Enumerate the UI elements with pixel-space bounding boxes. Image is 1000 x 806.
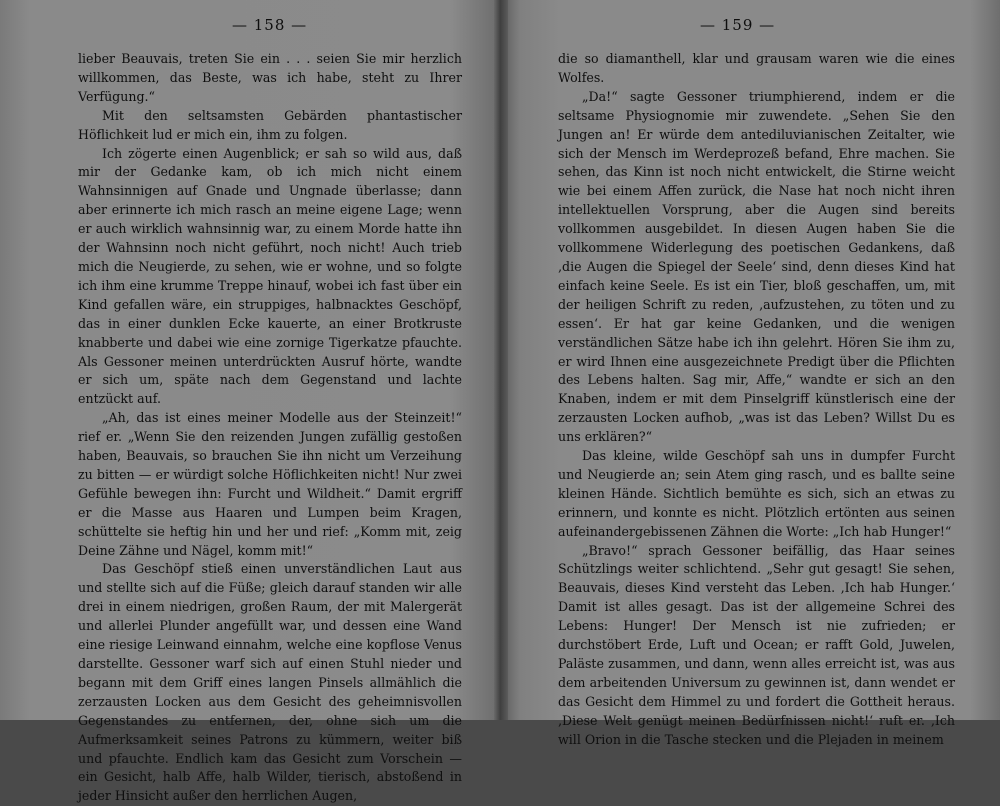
paragraph: „Ah, das ist eines meiner Modelle aus der Steinzeit!“ rief er. „Wenn Sie den reizenden Jungen zufällig gestoßen haben, Beauvais, so brauchen Sie ihn nicht um Verzeihung zu bitten — er würdigt solche Höflichkeiten nicht! Nur zwei Gefühle bewegen ihn: Furcht und Wildheit.“ Damit ergriff er die Masse aus Haaren und Lumpen beim Kragen, schüttelte sie heftig hin und her und rief: „Komm mit, zeig Deine Zähne und Nägel, komm mit!“ bbox=[78, 410, 462, 558]
paragraph: Das kleine, wilde Geschöpf sah uns in dumpfer Furcht und Neugierde an; sein Atem ging rasch, und es ballte seine kleinen Hände. Sichtlich bemühte es sich, sich an etwas zu erinnern, und konnte es nicht. Plötzlich ertönten aus seinen aufeinandergebissenen Zähnen die Worte: „Ich hab Hunger!“ bbox=[558, 448, 955, 539]
page-number-right: — 159 — bbox=[700, 16, 776, 34]
paragraph: „Da!“ sagte Gessoner triumphierend, indem er die seltsame Physiognomie mir zuwendete. „Sehen Sie den Jungen an! Er würde dem antediluvianischen Zeitalter, wie sich der Mensch im Werdeprozeß befand, Ehre machen. Sie sehen, das Kinn ist noch nicht entwickelt, die Stirne weicht wie bei einem Affen zurück, die Nase hat noch nicht ihren intellektuellen Vorsprung, aber die Augen sind bereits vollkommen ausgebildet. In diesen Augen haben Sie die vollkommene Widerlegung des poetischen Gedankens, daß ‚die Augen die Spiegel der Seele‘ sind, denn dieses Kind hat einfach keine Seele. Es ist ein Tier, bloß geschaffen, um, mit der heiligen Schrift zu reden, ‚aufzustehen, zu töten und zu essen‘. Er hat gar keine Gedanken, und die wenigen verständlichen Sätze habe ich ihn gelehrt. Hören Sie ihm zu, er wird Ihnen eine ausgezeichnete Predigt über die Pflichten des Lebens halten. Sag mir, Affe,“ wandte er sich an den Knaben, indem er mit dem Pinselgriff künstlerisch eine der zerzausten Locken aufhob, „was ist das Leben? Willst Du es uns erklären?“ bbox=[558, 88, 955, 445]
book-gutter bbox=[494, 0, 508, 720]
left-page bbox=[0, 0, 500, 804]
left-page-text bbox=[78, 50, 462, 806]
paragraph: Ich zögerte einen Augenblick; er sah so wild aus, daß mir der Gedanke kam, ob ich mich nicht einem Wahnsinnigen auf Gnade und Ungnade überlasse; dann aber erinnerte ich mich rasch an meine eigene Lage; wenn er auch wirklich wahnsinnig war, zu einem Morde hatte ihn der Wahnsinn noch nicht geführt, noch nicht! Auch trieb mich die Neugierde, zu sehen, wie er wohne, und so folgte ich ihm eine krumme Treppe hinauf, wobei ich fast über ein Kind gefallen wäre, ein struppiges, halbnacktes Geschöpf, das in einer dunklen Ecke kauerte, an einer Brotkruste knabberte und dabei wie eine zornige Tigerkatze pfauchte. Als Gessoner meinen unterdrückten Ausruf hörte, wandte er sich um, späte nach dem Gegenstand und lachte entzückt auf. bbox=[78, 145, 462, 407]
paragraph: Mit den seltsamsten Gebärden phantastischer Höflichkeit lud er mich ein, ihm zu folgen. bbox=[78, 107, 462, 142]
paragraph: die so diamanthell, klar und grausam waren wie die eines Wolfes. bbox=[558, 51, 955, 85]
paragraph: Das Geschöpf stieß einen unverständlichen Laut aus und stellte sich auf die Füße; gleich darauf standen wir alle drei in einem niedrigen, großen Raum, der mit Malergerät und allerlei Plunder angefüllt war, und dessen eine Wand eine riesige Leinwand einnahm, welche eine kopflose Venus darstellte. Gessoner warf sich auf einen Stuhl nieder und begann mit dem Griff eines langen Pinsels allmählich die zerzausten Locken aus dem Gesicht des geheimnisvollen Gegenstandes zu entfernen, der, ohne sich um die Aufmerksamkeit seines Patrons zu kümmern, weiter biß und pfauchte. Endlich kam das Gesicht zum Vorschein — ein Gesicht, halb Affe, halb Wilder, tierisch, abstoßend in jeder Hinsicht außer den herrlichen Augen, bbox=[78, 561, 462, 804]
paragraph: lieber Beauvais, treten Sie ein . . . seien Sie mir herzlich willkommen, das Beste, was ich habe, steht zu Ihrer Verfügung.“ bbox=[78, 51, 462, 104]
page-number-left: — 158 — bbox=[232, 16, 308, 34]
right-page-text bbox=[558, 50, 955, 750]
right-page bbox=[500, 0, 1000, 747]
paragraph: „Bravo!“ sprach Gessoner beifällig, das Haar seines Schützlings weiter schlichtend. „Sehr gut gesagt! Sie sehen, Beauvais, dieses Kind versteht das Leben. ‚Ich hab Hunger.‘ Damit ist alles gesagt. Das ist der allgemeine Schrei des Lebens: Hunger! Der Mensch ist nie zufrieden; er durchstöbert Erde, Luft und Ocean; er rafft Gold, Juwelen, Paläste zusammen, und dann, wenn alles erreicht ist, was aus dem arbeitenden Universum zu gewinnen ist, dann wendet er das Gesicht dem Himmel zu und fordert die Gottheit heraus. ‚Diese Welt genügt meinen Bedürfnissen nicht!‘ ruft er. ‚Ich will Orion in die Tasche stecken und die Plejaden in meinem bbox=[558, 542, 955, 747]
